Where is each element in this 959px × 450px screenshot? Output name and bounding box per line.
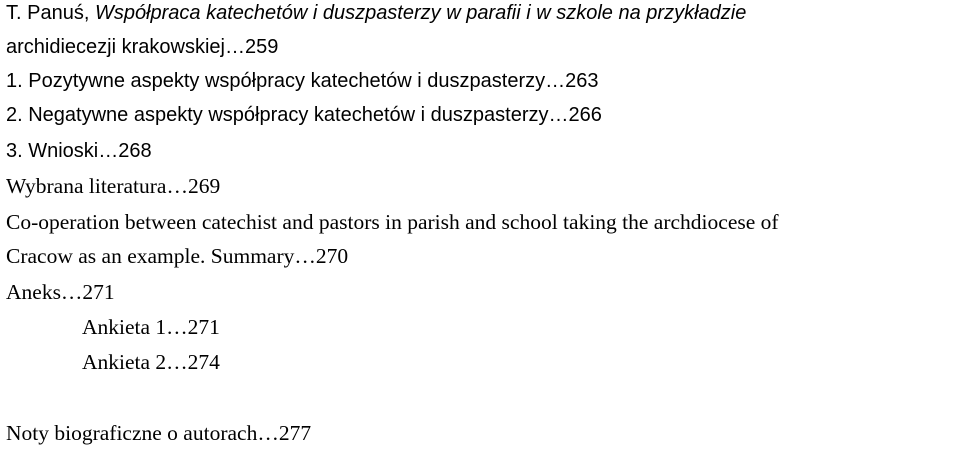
toc-entry-title-italic: Współpraca katechetów i duszpasterzy w parafii i w szkole na przykładzie [94,2,747,24]
toc-entry-survey-2: Ankieta 2…274 [82,350,220,374]
toc-entry-survey-1: Ankieta 1…271 [82,315,220,339]
toc-entry-section-2: 2. Negatywne aspekty współpracy katechetów i duszpasterzy…266 [6,104,602,126]
toc-entry-section-1: 1. Pozytywne aspekty współpracy katechetów i duszpasterzy…263 [6,70,599,92]
toc-entry-biographies: Noty biograficzne o autorach…277 [6,421,312,445]
toc-entry-annex: Aneks…271 [6,280,115,304]
toc-entry-section-3: 3. Wnioski…268 [6,140,152,162]
toc-entry-panus-title-continuation: archidiecezji krakowskiej…259 [6,36,279,58]
toc-entry-literature: Wybrana literatura…269 [6,174,221,198]
toc-entry-summary-line-1: Co-operation between catechist and pastors in parish and school taking the archdiocese of [6,210,779,234]
toc-entry-summary-line-2: Cracow as an example. Summary…270 [6,244,349,268]
toc-entry-author: T. Panuś, [6,2,95,24]
toc-entry-panus-title [6,3,746,23]
